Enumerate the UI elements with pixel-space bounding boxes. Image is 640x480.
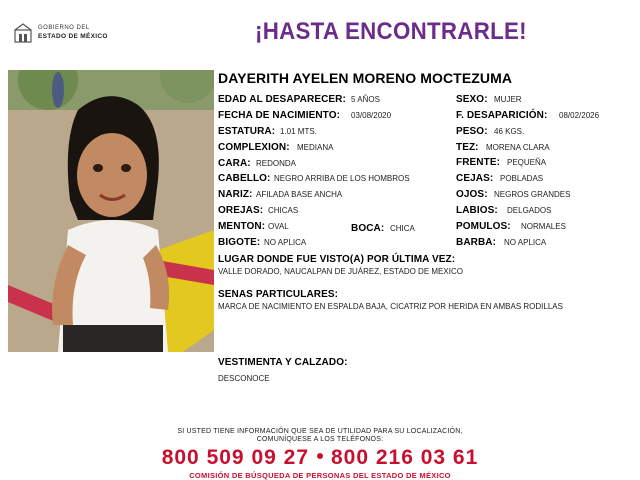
footer-info-line-2: COMUNÍQUESE A LOS TELÉFONOS:	[256, 436, 384, 443]
value-labios: DELGADOS	[507, 206, 552, 215]
logo-line-2: ESTADO DE MÉXICO	[38, 33, 108, 40]
value-cabello: NEGRO ARRIBA DE LOS HOMBROS	[274, 174, 410, 183]
bullet-separator-icon	[317, 453, 323, 459]
value-tez: MORENA CLARA	[486, 143, 550, 152]
value-fecha-nacimiento: 03/08/2020	[351, 111, 392, 120]
child-photo-image	[8, 70, 214, 352]
label-estatura: ESTATURA:	[218, 126, 276, 137]
label-sexo: SEXO:	[456, 94, 488, 105]
label-nariz: NARIZ:	[218, 189, 253, 200]
label-ojos: OJOS:	[456, 189, 488, 200]
label-frente: FRENTE:	[456, 157, 501, 168]
label-vestimenta: VESTIMENTA Y CALZADO:	[218, 357, 348, 368]
value-barba: NO APLICA	[504, 238, 547, 247]
footer-info-line-1: SI USTED TIENE INFORMACIÓN QUE SEA DE UTILIDAD PARA SU LOCALIZACIÓN,	[177, 428, 463, 435]
label-tez: TEZ:	[456, 142, 479, 153]
label-labios: LABIOS:	[456, 205, 498, 216]
label-menton: MENTON:	[218, 221, 266, 232]
value-nariz: AFILADA BASE ANCHA	[256, 190, 343, 199]
label-f-desaparicion: F. DESAPARICIÓN:	[456, 110, 548, 121]
label-senas: SENAS PARTICULARES:	[218, 289, 339, 300]
value-cara: REDONDA	[256, 159, 297, 168]
value-peso: 46 KGS.	[494, 127, 525, 136]
label-lugar: LUGAR DONDE FUE VISTO(A) POR ÚLTIMA VEZ:	[218, 254, 456, 265]
label-boca: BOCA:	[351, 223, 385, 234]
label-cejas: CEJAS:	[456, 173, 494, 184]
value-edad: 5 AÑOS	[351, 95, 380, 104]
label-barba: BARBA:	[456, 237, 497, 248]
phone-number-2[interactable]: 800 216 03 61	[331, 446, 479, 469]
value-complexion: MEDIANA	[297, 143, 334, 152]
value-orejas: CHICAS	[268, 206, 299, 215]
logo-line-1: GOBIERNO DEL	[38, 25, 90, 31]
value-menton: OVAL	[268, 222, 289, 231]
label-bigote: BIGOTE:	[218, 237, 261, 248]
label-cara: CARA:	[218, 158, 251, 169]
value-pomulos: NORMALES	[521, 222, 566, 231]
value-senas: MARCA DE NACIMIENTO EN ESPALDA BAJA, CICATRIZ POR HERIDA EN AMBAS RODILLAS	[218, 302, 563, 311]
person-full-name: DAYERITH AYELEN MORENO MOCTEZUMA	[218, 70, 513, 86]
label-fecha-nacimiento: FECHA DE NACIMIENTO:	[218, 110, 340, 121]
value-sexo: MUJER	[494, 95, 522, 104]
label-pomulos: POMULOS:	[456, 221, 511, 232]
value-estatura: 1.01 MTS.	[280, 127, 317, 136]
page-title: ¡HASTA ENCONTRARLE!	[255, 18, 527, 45]
agency-name: COMISIÓN DE BÚSQUEDA DE PERSONAS DEL ESTADO DE MÉXICO	[189, 471, 451, 480]
value-lugar: VALLE DORADO, NAUCALPAN DE JUÁREZ, ESTADO DE MEXICO	[218, 267, 463, 276]
value-vestimenta: DESCONOCE	[218, 374, 270, 383]
value-boca: CHICA	[390, 224, 415, 233]
value-cejas: POBLADAS	[500, 174, 544, 183]
value-bigote: NO APLICA	[264, 238, 307, 247]
label-edad: EDAD AL DESAPARECER:	[218, 94, 346, 105]
label-peso: PESO:	[456, 126, 488, 137]
value-ojos: NEGROS GRANDES	[494, 190, 571, 199]
label-complexion: COMPLEXION:	[218, 142, 290, 153]
government-logo	[12, 20, 122, 48]
value-f-desaparicion: 08/02/2026	[559, 111, 600, 120]
label-orejas: OREJAS:	[218, 205, 264, 216]
missing-person-photo	[8, 70, 214, 352]
value-frente: PEQUEÑA	[507, 158, 547, 167]
state-seal-icon	[12, 22, 34, 44]
phone-number-1[interactable]: 800 509 09 27	[161, 446, 309, 469]
phone-numbers	[0, 446, 640, 470]
label-cabello: CABELLO:	[218, 173, 271, 184]
